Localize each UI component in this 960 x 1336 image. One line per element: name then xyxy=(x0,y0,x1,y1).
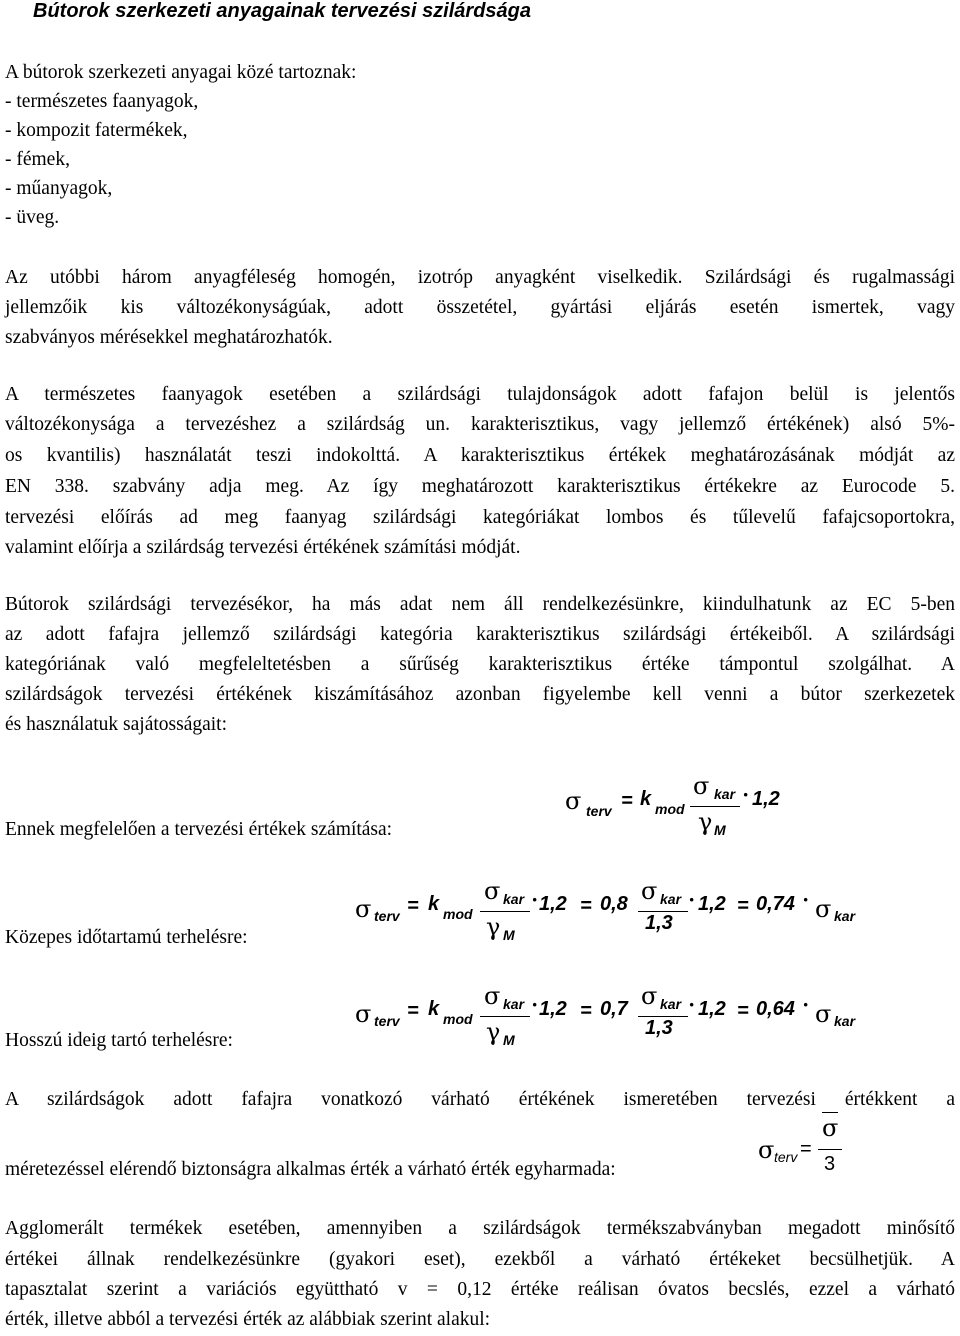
paragraph-line: jellemzőik kis változékonyságúak, adott összetétel, gyártási eljárás esetén ismertek, vagy xyxy=(5,297,955,318)
subscript-kar: kar xyxy=(503,996,525,1012)
paragraph-line: A természetes faanyagok esetében a szilárdsági tulajdonságok adott fafajon belül is jelentős xyxy=(5,384,955,405)
sigma-symbol: σ xyxy=(355,895,372,923)
coefficient-value: 0,7 xyxy=(600,998,628,1020)
equals-sign: = xyxy=(621,790,633,812)
paragraph-line: érték, illetve abból a tervezési érték az alábbiak szerint alakul: xyxy=(5,1309,491,1330)
paragraph-line: értékei állnak rendelkezésünkre (gyakori eset), ezekből a várható értékeket becsülhetjük. A xyxy=(5,1249,955,1270)
subscript-kar: kar xyxy=(834,1013,856,1029)
sigma-symbol: σ xyxy=(758,1136,775,1164)
subscript-mod: mod xyxy=(443,906,473,922)
fraction-bar xyxy=(480,911,530,912)
paragraph-line: A szilárdságok adott fafajra vonatkozó várható értékének ismeretében tervezési értékkent a xyxy=(5,1089,955,1110)
list-item: - fémek, xyxy=(5,149,70,170)
paragraph-line: valamint előírja a szilárdság tervezési értékének számítási módját. xyxy=(5,537,521,558)
equals-sign: = xyxy=(800,1138,812,1160)
formula-label-medium: Közepes időtartamú terhelésre: xyxy=(5,927,248,948)
divisor-value: 1,3 xyxy=(645,912,673,934)
paragraph-line: változékonysága a tervezéshez a szilárdság un. karakterisztikus, vagy jellemző értékének) alsó 5%- xyxy=(5,414,955,435)
multiplication-dot: · xyxy=(531,887,539,912)
multiplication-dot: · xyxy=(531,992,539,1017)
multiplication-dot: · xyxy=(742,782,750,807)
factor-value: 1,2 xyxy=(539,998,567,1020)
sigma-symbol: σ xyxy=(815,1000,832,1028)
divisor-value: 3 xyxy=(824,1153,836,1175)
sigma-symbol: σ xyxy=(565,787,582,815)
multiplication-dot: · xyxy=(688,992,696,1017)
paragraph-line: tapasztalat szerint a variációs együttható v = 0,12 értéke reálisan óvatos becslés, ezzel a várható xyxy=(5,1279,955,1300)
overline-bar xyxy=(822,1112,838,1113)
sigma-symbol: σ xyxy=(484,877,501,905)
list-item: - természetes faanyagok, xyxy=(5,91,199,112)
subscript-terv: terv xyxy=(586,803,612,819)
sigma-symbol: σ xyxy=(815,895,832,923)
k-symbol: k xyxy=(640,788,652,810)
subscript-m: M xyxy=(503,927,515,943)
sigma-symbol: σ xyxy=(693,772,710,800)
divisor-value: 1,3 xyxy=(645,1017,673,1039)
gamma-symbol: γ xyxy=(486,913,501,941)
list-item: - üveg. xyxy=(5,207,60,228)
subscript-terv: terv xyxy=(374,1013,400,1029)
subscript-kar: kar xyxy=(834,908,856,924)
paragraph-line: Agglomerált termékek esetében, amennyiben a szilárdságok termékszabványban megadott minősítő xyxy=(5,1218,955,1239)
paragraph-line: EN 338. szabvány adja meg. Az így meghatározott karakterisztikus értékekre az Eurocode 5. xyxy=(5,476,955,497)
equals-sign: = xyxy=(580,1000,592,1022)
subscript-mod: mod xyxy=(443,1011,473,1027)
paragraph-line: kategóriának való megfeleltetésben a sűrűség karakterisztikus értéke támpontul szolgálhat. A xyxy=(5,654,955,675)
sigma-symbol: σ xyxy=(822,1114,839,1142)
paragraph-line: Az utóbbi három anyagféleség homogén, izotróp anyagként viselkedik. Szilárdsági és rugalmassági xyxy=(5,267,955,288)
k-symbol: k xyxy=(428,893,440,915)
factor-value: 1,2 xyxy=(698,998,726,1020)
list-item: - kompozit fatermékek, xyxy=(5,120,188,141)
paragraph-line: os kvantilis) használatát teszi indokolttá. A karakterisztikus értékek meghatározásának módját az xyxy=(5,445,955,466)
paragraph-line: az adott fafajra jellemző szilárdsági kategória karakterisztikus szilárdsági értékeiből. A szilárdsági xyxy=(5,624,955,645)
subscript-kar: kar xyxy=(503,891,525,907)
fraction-bar xyxy=(690,806,740,807)
paragraph-line: Bútorok szilárdsági tervezésékor, ha más adat nem áll rendelkezésünkre, kiindulhatunk az EC 5-ben xyxy=(5,594,955,615)
subscript-m: M xyxy=(714,822,726,838)
paragraph-line: szilárdságok tervezési értékének kiszámításához azonban figyelembe kell venni a bútor szerkezetek xyxy=(5,684,955,705)
list-item: - műanyagok, xyxy=(5,178,113,199)
gamma-symbol: γ xyxy=(486,1018,501,1046)
paragraph-line: tervezési előírás ad meg faanyag szilárdsági kategóriákat lombos és tűlevelű fafajcsoportokra, xyxy=(5,507,955,528)
factor-value: 1,2 xyxy=(698,893,726,915)
sigma-symbol: σ xyxy=(484,982,501,1010)
equals-sign: = xyxy=(407,1000,419,1022)
paragraph-line: méretezéssel elérendő biztonságra alkalmas érték a várható érték egyharmada: xyxy=(5,1159,616,1180)
formula-label-long: Hosszú ideig tartó terhelésre: xyxy=(5,1030,233,1051)
multiplication-dot: · xyxy=(802,992,810,1017)
equals-sign: = xyxy=(737,1000,749,1022)
multiplication-dot: · xyxy=(688,887,696,912)
subscript-kar: kar xyxy=(660,891,682,907)
gamma-symbol: γ xyxy=(698,808,713,836)
page-title: Bútorok szerkezeti anyagainak tervezési szilárdsága xyxy=(33,0,532,22)
subscript-terv: terv xyxy=(774,1149,798,1165)
subscript-terv: terv xyxy=(374,908,400,924)
equals-sign: = xyxy=(737,895,749,917)
intro-text: A bútorok szerkezeti anyagai közé tartoznak: xyxy=(5,62,357,83)
sigma-symbol: σ xyxy=(641,982,658,1010)
subscript-m: M xyxy=(503,1032,515,1048)
subscript-kar: kar xyxy=(660,996,682,1012)
equals-sign: = xyxy=(407,895,419,917)
multiplication-dot: · xyxy=(802,887,810,912)
fraction-bar xyxy=(480,1016,530,1017)
paragraph-line: szabványos mérésekkel meghatározhatók. xyxy=(5,327,333,348)
subscript-mod: mod xyxy=(655,801,685,817)
equals-sign: = xyxy=(580,895,592,917)
paragraph-line: és használatuk sajátosságait: xyxy=(5,714,228,735)
fraction-bar xyxy=(818,1149,842,1150)
sigma-symbol: σ xyxy=(641,877,658,905)
subscript-kar: kar xyxy=(714,786,736,802)
result-value: 0,74 xyxy=(756,893,795,915)
formula-label-general: Ennek megfelelően a tervezési értékek számítása: xyxy=(5,819,393,840)
result-value: 0,64 xyxy=(756,998,795,1020)
factor-value: 1,2 xyxy=(752,788,780,810)
factor-value: 1,2 xyxy=(539,893,567,915)
k-symbol: k xyxy=(428,998,440,1020)
sigma-symbol: σ xyxy=(355,1000,372,1028)
coefficient-value: 0,8 xyxy=(600,893,628,915)
